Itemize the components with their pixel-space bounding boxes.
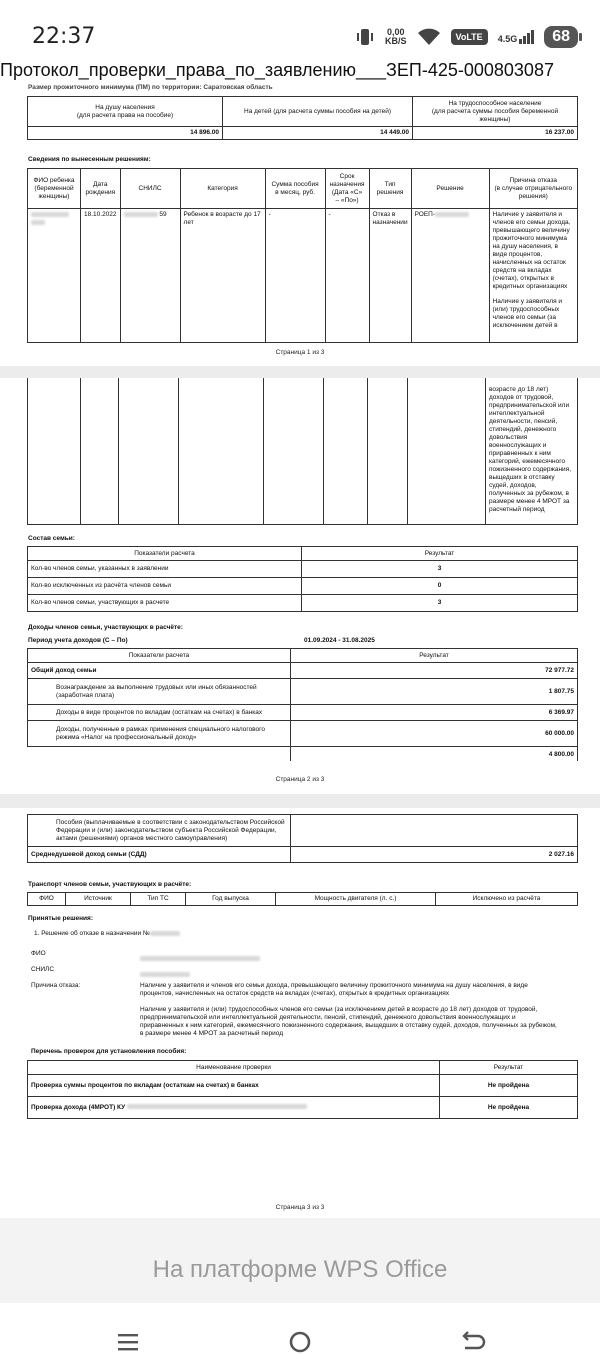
fam-head-result: Результат [302, 547, 578, 561]
income-total-row: Общий доход семьи 72 977.72 [28, 663, 578, 679]
page-gap [0, 794, 600, 808]
check-row: Проверка дохода (4МРОТ) КУ Не пройдена [28, 1097, 578, 1119]
income-row: 4 800.00 [28, 747, 578, 761]
decisions-table [27, 168, 578, 343]
income-row: Доходы в виде процентов по вкладам (остаткам на счетах) в банках 6 369.97 [28, 705, 578, 721]
income-heading: Доходы членов семьи, участвующих в расчёте: [28, 624, 183, 631]
avg-income-value: 2 027.16 [291, 847, 578, 863]
dec-category: Ребенок в возрасте до 17 лет [180, 209, 265, 343]
decision-row [28, 209, 578, 343]
reason-2: Наличие у заявителя и (или) трудоспособных членов его семьи (за исключением детей в возрасте до 18 лет) доходов от трудовой, предпринимательской или интеллектуальной деятельности, пенсий, стипендий, денежного довольствия военнослужащих и приравненных к ним категорий, ежемесячного пожизненного содержания, выщедших в отставку судей, доходов, полученных за рубежом, в размере менее 4 МРОТ за расчетный период [140, 1006, 557, 1037]
reason-1: Наличие у заявителя и членов его семьи дохода, превышающего величину прожиточного минимума на душу населения, в виде процентов, начисленных на остаток средств на вкладах (счетах), открытых в кредитных организациях [140, 982, 528, 997]
dec-birth: 18.10.2022 [81, 209, 121, 343]
dec-reason-cont: возрасте до 18 лет) доходов от трудовой, предпринимательской или интеллектуальной деятельности, пенсий, стипендий, денежного довольствия военнослужащих и приравненных к ним категорий, ежемесячного пожизненного содержания, выщедших в отставку судей, доходов, полученных за рубежом, в размере менее 4 МРОТ за расчетный период [486, 378, 578, 524]
transport-table: ФИО Источник Тип ТС Год выпуска Мощность двигателя (л. с.) Исключено из расчёта [27, 892, 578, 906]
page-number-1: Страница 1 из 3 [275, 349, 325, 356]
page-gap [0, 366, 600, 378]
dec-col-term: Срок назначения (Дата «С» – «По») [325, 169, 369, 209]
dec-type: Отказ в назначении [369, 209, 411, 343]
status-bar [0, 0, 600, 58]
min-val-3: 16 237.00 [413, 127, 578, 140]
inc-head-label: Показатели расчета [28, 649, 291, 663]
dec-col-type: Тип решения [369, 169, 411, 209]
min-header: Размер прожиточного минимума (ПМ) по территории: Саратовская область [28, 84, 273, 91]
cell-signal-icon: 4.5G [498, 30, 535, 44]
checks-heading: Перечень проверок для установления пособия: [31, 1048, 187, 1055]
family-table [27, 546, 578, 612]
income-row: Вознаграждение за выполнение трудовых или иных обязанностей (заработная плата) 1 807.75 [28, 679, 578, 705]
pdf-page-1 [0, 84, 600, 366]
inc-head-result: Результат [291, 649, 578, 663]
min-col-1: На душу населения (для расчета права на пособие) [28, 97, 223, 127]
min-col-2: На детей (для расчета суммы пособия на детей) [223, 97, 413, 127]
min-col-3: На трудоспособное население (для расчета суммы пособия беременной женщины) [413, 97, 578, 127]
family-row: Кол-во исключенных из расчёта членов семьи 0 [28, 578, 578, 595]
dec-col-fio: ФИО ребенка (беременной женщины) [28, 169, 81, 209]
check-row: Проверка суммы процентов по вкладам (остаткам на счетах) в банках Не пройдена [28, 1075, 578, 1097]
dec-sum: - [265, 209, 325, 343]
nav-bar [0, 1305, 600, 1366]
dec-col-reason: Причина отказа (в случае отрицательного решения) [489, 169, 577, 209]
avg-income-label: Среднедушевой доход семьи (СДД) [28, 847, 291, 863]
document-title: Протокол_проверки_права_по_заявлению___ЗЕП-425-000803087 [0, 60, 554, 80]
dec-col-decision: Решение [411, 169, 489, 209]
decisions-heading: Сведения по вынесенным решениям: [28, 156, 151, 163]
dec-col-snils: СНИЛС [120, 169, 180, 209]
checks-table: Наименование проверки Результат Проверка суммы процентов по вкладам (остаткам на счетах) в банках Не пройдена Проверка дохода (4МРОТ) КУ Не пройдена [27, 1060, 578, 1119]
dec-fio [28, 209, 81, 343]
back-icon[interactable] [457, 1327, 487, 1357]
benefit-label: Пособия (выплачиваемые в соответствии с законодательством Российской Федерации и (или) законодательством субъекта Российской Федерации, актами (решениями) органов местного самоуправления) [28, 815, 291, 847]
min-val-1: 14 896.00 [28, 127, 223, 140]
reason-label: Причина отказа: [31, 982, 81, 989]
dec-col-category: Категория [180, 169, 265, 209]
menu-icon[interactable] [113, 1327, 143, 1357]
income-table-cont [27, 814, 578, 863]
income-table [27, 648, 578, 761]
dec-col-sum: Сумма пособия в месяц, руб. [265, 169, 325, 209]
min-val-2: 14 449.00 [223, 127, 413, 140]
period-label: Период учета доходов (С – По) [28, 637, 128, 644]
dec-decision: РОЕП- [411, 209, 489, 343]
decisions-made-heading: Принятые решения: [28, 915, 94, 922]
pdf-page-3 [0, 808, 600, 1218]
dec-term: - [325, 209, 369, 343]
wifi-icon [417, 28, 441, 46]
page-number-2: Страница 2 из 3 [275, 776, 325, 783]
family-row: Кол-во членов семьи, указанных в заявлении 3 [28, 561, 578, 578]
vibrate-icon [355, 27, 375, 47]
dec-reason: Наличие у заявителя и членов его семьи дохода, превышающего величину прожиточного минимума на душу населения, в виде процентов, начисленных на остаток средств на вкладах (счетах), открытых в кредитных организациях Наличие у заявителя и (или) трудоспособных членов его семьи (за исключением детей в [489, 209, 577, 343]
page-number-3: Страница 3 из 3 [275, 1204, 325, 1211]
decisions-table-cont [27, 378, 578, 525]
dec-col-birth: Дата рождения [81, 169, 121, 209]
network-speed: 0,00 KB/S [385, 27, 407, 46]
income-row: Доходы, полученные в рамках применения специального налогового режима «Налог на профессиональный доход» 60 000.00 [28, 721, 578, 747]
subsistence-table [27, 96, 578, 140]
family-row: Кол-во членов семьи, участвующих в расчете 3 [28, 595, 578, 612]
wps-label[interactable]: На платформе WPS Office [152, 1256, 448, 1283]
period-value: 01.09.2024 - 31.08.2025 [304, 637, 375, 644]
clock: 22:37 [32, 24, 96, 49]
fam-head-label: Показатели расчета [28, 547, 302, 561]
snils-label: СНИЛС [31, 966, 55, 973]
decision-item: 1. Решение об отказе в назначении № [34, 930, 180, 938]
pdf-page-2 [0, 378, 600, 794]
family-heading: Состав семьи: [28, 535, 75, 542]
volte-badge: VoLTE [451, 29, 488, 45]
fio-label: ФИО [31, 950, 46, 957]
transport-heading: Транспорт членов семьи, участвующих в расчёте: [28, 881, 192, 888]
battery-indicator: 68 [544, 26, 578, 48]
home-icon[interactable] [285, 1327, 315, 1357]
dec-snils: 59 [120, 209, 180, 343]
